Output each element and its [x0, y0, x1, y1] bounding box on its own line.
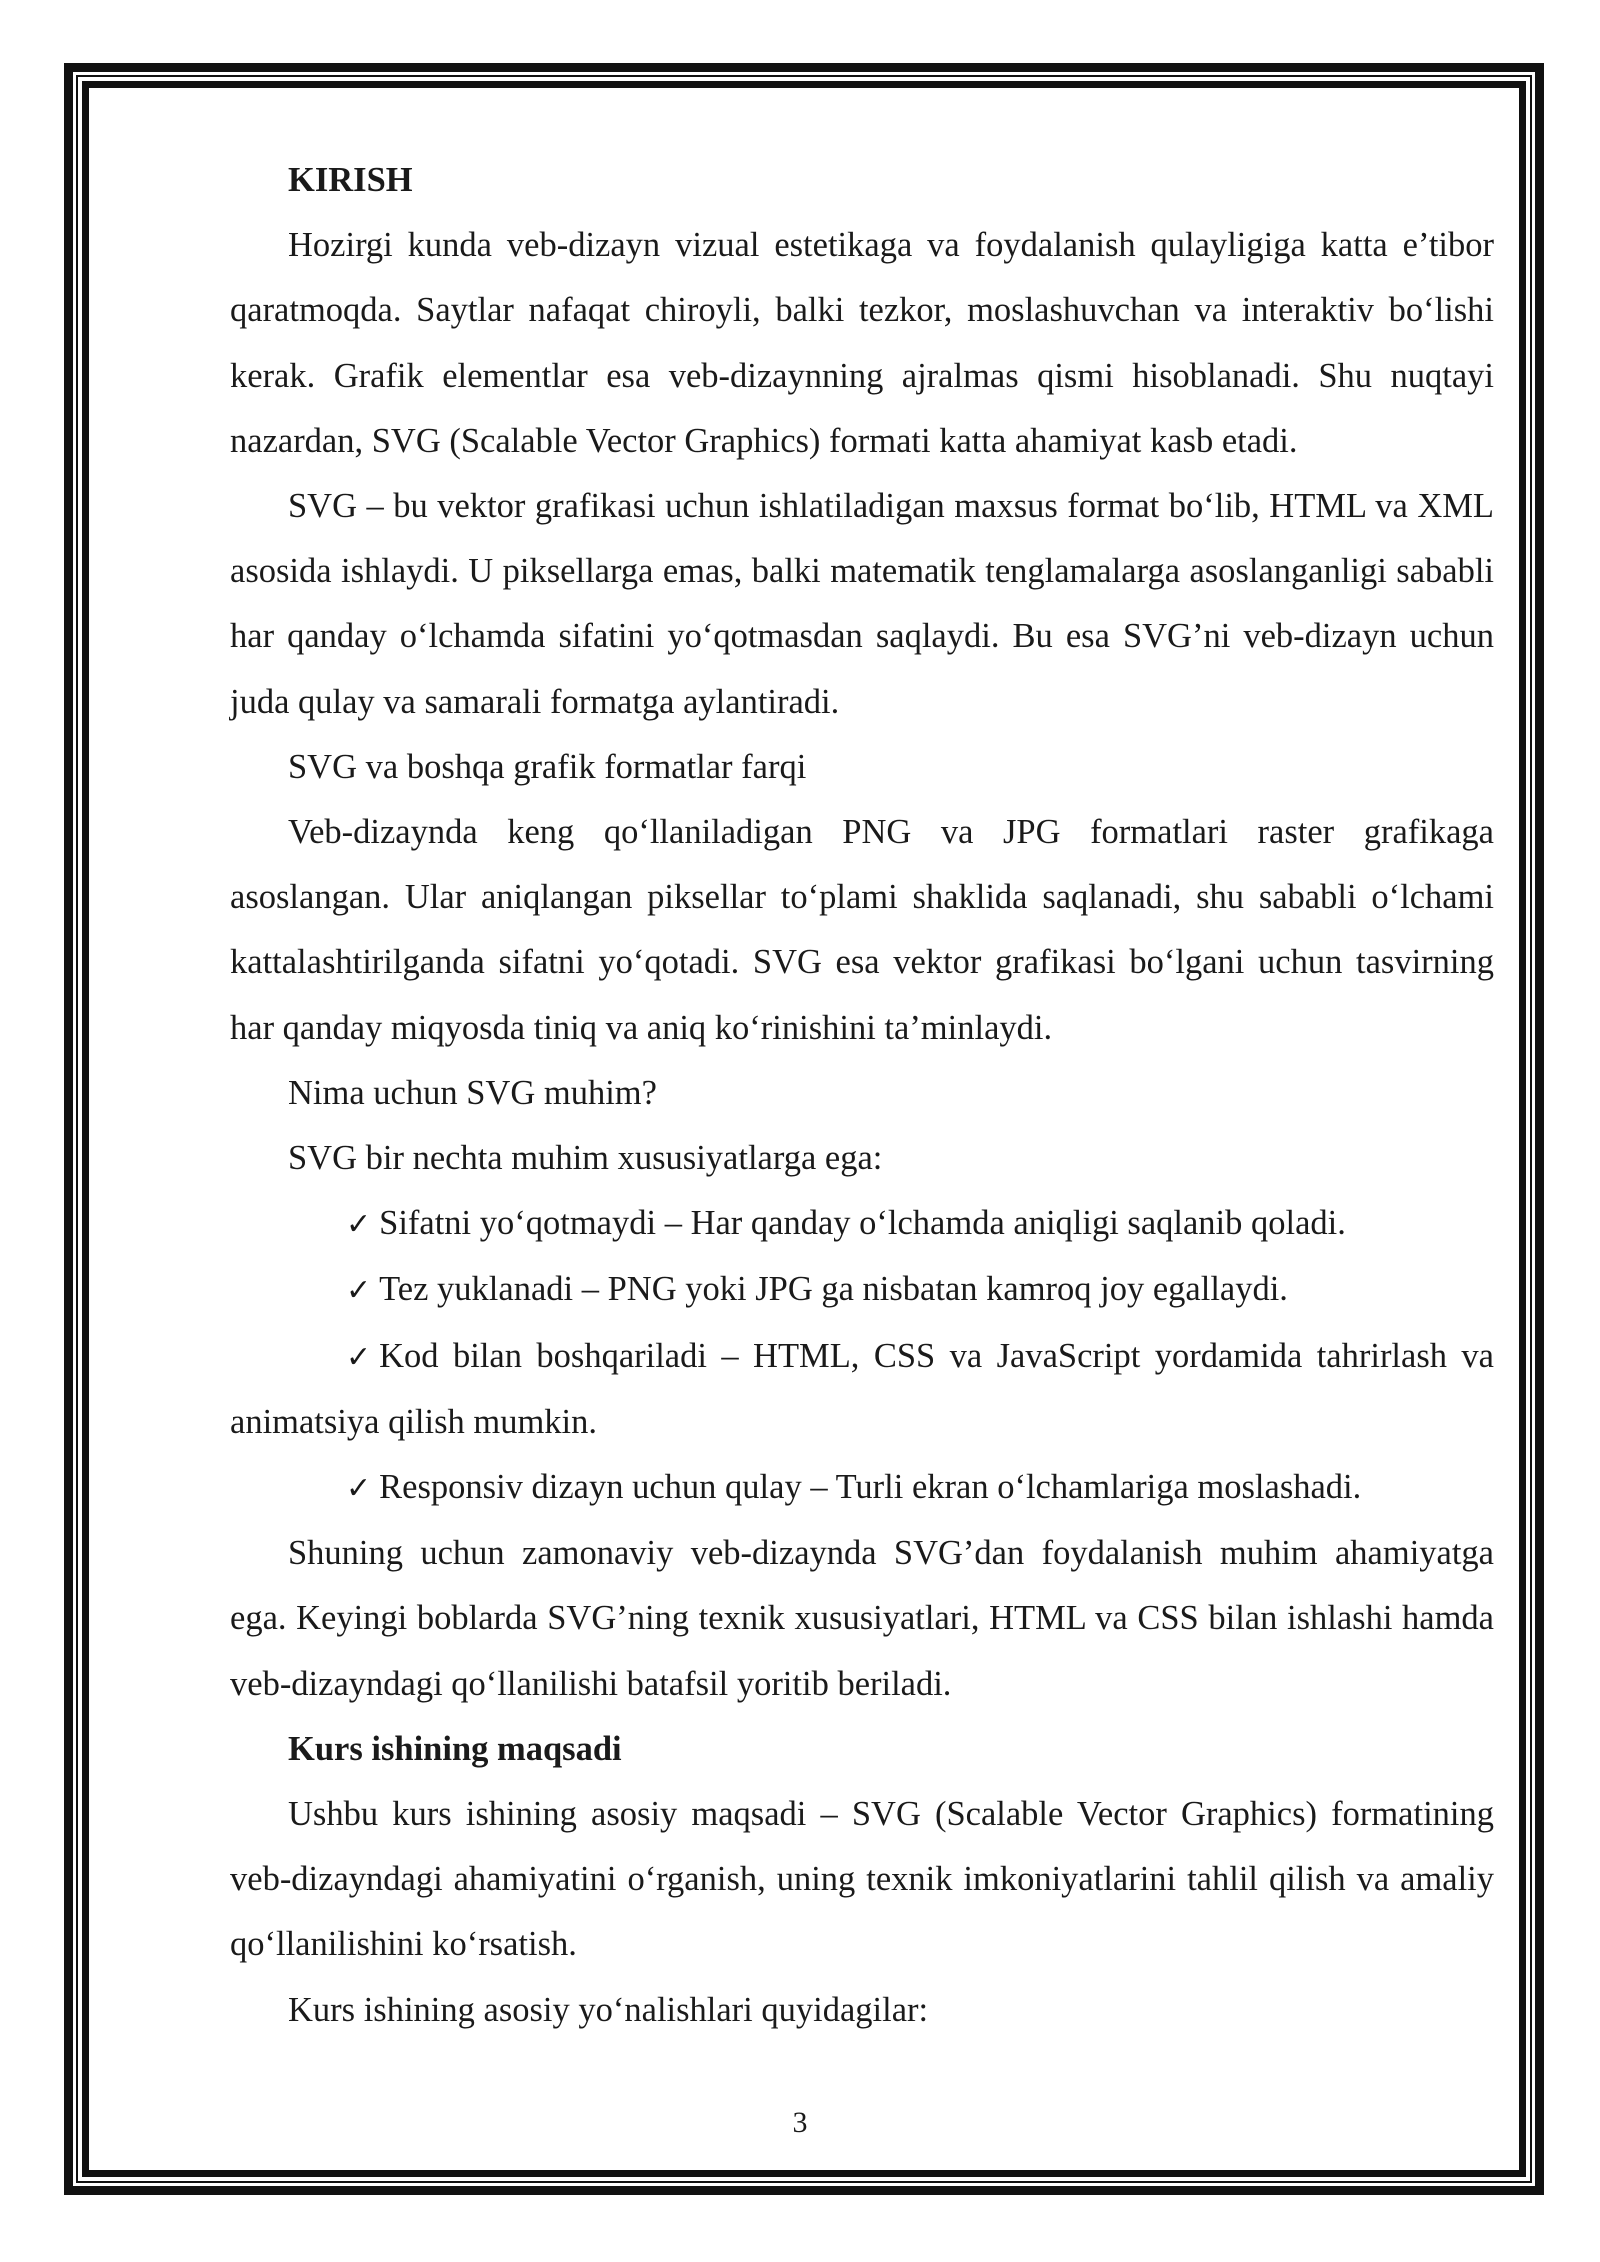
checkmark-icon: ✓ [346, 1339, 372, 1375]
feature-text: Sifatni yo‘qotmaydi – Har qanday o‘lchamda aniqligi saqlanib qoladi. [379, 1204, 1346, 1243]
feature-item [230, 1455, 1494, 1521]
checkmark-icon: ✓ [346, 1471, 372, 1507]
feature-item [230, 1257, 1494, 1323]
paragraph-conclusion: Shuning uchun zamonaviy veb-dizaynda SVG’dan foydalanish muhim ahamiyatga ega. Keyingi boblarda SVG’ning texnik xususiyatlari, HTML va CSS bilan ishlashi hamda veb-dizayndagi qo‘llanilishi batafsil yoritib beriladi. [230, 1534, 1494, 1703]
paragraph-directions-intro: Kurs ishining asosiy yo‘nalishlari quyidagilar: [288, 1990, 929, 2029]
section-heading-kirish: KIRISH [288, 161, 413, 199]
subheading-formats-difference: SVG va boshqa grafik formatlar farqi [288, 747, 807, 786]
paragraph-goal: Ushbu kurs ishining asosiy maqsadi – SVG (Scalable Vector Graphics) formatining veb-dizayndagi ahamiyatini o‘rganish, uning texnik imkoniyatlarini tahlil qilish va amaliy qo‘llanilishini ko‘rsatish. [230, 1795, 1494, 1964]
paragraph-svg-definition: SVG – bu vektor grafikasi uchun ishlatiladigan maxsus format bo‘lib, HTML va XML asosida ishlaydi. U piksellarga emas, balki matematik tenglamalarga asoslanganligi sababli har qanday o‘lchamda sifatini yo‘qotmasdan saqlaydi. Bu esa SVG’ni veb-dizayn uchun juda qulay va samarali formatga aylantiradi. [230, 487, 1494, 721]
checkmark-icon: ✓ [346, 1273, 372, 1309]
paragraph-intro: Hozirgi kunda veb-dizayn vizual estetikaga va foydalanish qulayligiga katta e’tibor qaratmoqda. Saytlar nafaqat chiroyli, balki tezkor, moslashuvchan va interaktiv bo‘lishi kerak. Grafik elementlar esa veb-dizaynning ajralmas qismi hisoblanadi. Shu nuqtayi nazardan, SVG (Scalable Vector Graphics) formati katta ahamiyat kasb etadi. [230, 226, 1494, 460]
feature-text: Tez yuklanadi – PNG yoki JPG ga nisbatan kamroq joy egallaydi. [379, 1270, 1288, 1309]
feature-text: Kod bilan boshqariladi – HTML, CSS va JavaScript yordamida tahrirlash va animatsiya qilish mumkin. [230, 1336, 1494, 1441]
subheading-why-svg: Nima uchun SVG muhim? [288, 1073, 657, 1112]
features-intro: SVG bir nechta muhim xususiyatlarga ega: [288, 1139, 883, 1178]
feature-text: Responsiv dizayn uchun qulay – Turli ekran o‘lchamlariga moslashadi. [379, 1468, 1362, 1507]
page-content [230, 148, 1494, 2043]
paragraph-raster-vs-vector: Veb-dizaynda keng qo‘llaniladigan PNG va JPG formatlari raster grafikaga asoslangan. Ular aniqlangan piksellar to‘plami shaklida saqlanadi, shu sababli o‘lchami kattalashtirilganda sifatni yo‘qotadi. SVG esa vektor grafikasi bo‘lgani uchun tasvirning har qanday miqyosda tiniq va aniq ko‘rinishini ta’minlaydi. [230, 813, 1494, 1047]
page-number: 3 [792, 2106, 808, 2139]
feature-item [230, 1324, 1494, 1455]
checkmark-icon: ✓ [346, 1207, 372, 1243]
feature-item [230, 1191, 1494, 1257]
section-heading-goal: Kurs ishining maqsadi [288, 1729, 622, 1768]
